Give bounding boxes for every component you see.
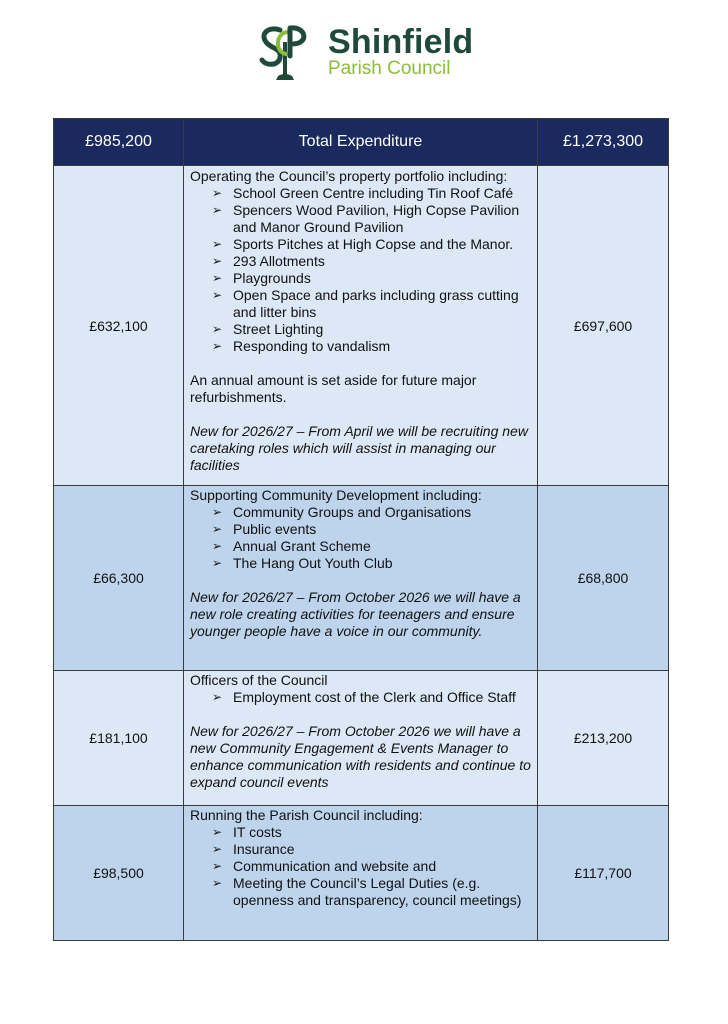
list-item: ➢ Public events xyxy=(212,521,317,537)
table-row xyxy=(54,806,669,941)
arrow-bullet-icon: ➢ xyxy=(212,339,223,353)
arrow-bullet-icon: ➢ xyxy=(212,539,223,553)
logo-name: Shinfield xyxy=(328,23,474,61)
list-item: ➢ Responding to vandalism xyxy=(212,338,391,354)
list-item: ➢ Street Lighting xyxy=(212,321,324,337)
row-right-amount: £697,600 xyxy=(538,166,669,486)
list-item: ➢ 293 Allotments xyxy=(212,253,325,269)
row-left-amount: £181,100 xyxy=(54,671,184,806)
row-right-amount: £117,700 xyxy=(538,806,669,941)
row-left-amount: £632,100 xyxy=(54,166,184,486)
logo-monogram-icon xyxy=(254,22,316,84)
arrow-bullet-icon: ➢ xyxy=(212,876,223,890)
arrow-bullet-icon: ➢ xyxy=(212,288,223,302)
expenditure-table xyxy=(53,118,669,941)
row-new-text: New for 2026/27 – From October 2026 we will have a new role creating activities for teenagers and ensure younger people have a voice in our community. xyxy=(190,589,521,639)
arrow-bullet-icon: ➢ xyxy=(212,237,223,251)
list-item: ➢ IT costs xyxy=(212,824,282,840)
row-note: An annual amount is set aside for future major refurbishments. xyxy=(190,372,477,405)
item-list xyxy=(190,689,531,706)
table-row xyxy=(54,671,669,806)
row-left-amount: £98,500 xyxy=(54,806,184,941)
arrow-bullet-icon: ➢ xyxy=(212,186,223,200)
arrow-bullet-icon: ➢ xyxy=(212,322,223,336)
arrow-bullet-icon: ➢ xyxy=(212,203,223,217)
row-right-amount: £213,200 xyxy=(538,671,669,806)
row-description xyxy=(184,671,538,806)
item-list xyxy=(190,185,531,355)
council-logo xyxy=(254,22,484,86)
list-item: ➢ Community Groups and Organisations xyxy=(212,504,472,520)
row-intro: Operating the Council’s property portfolio including: xyxy=(190,168,508,184)
header-title: Total Expenditure xyxy=(184,119,538,166)
list-item: ➢ Meeting the Council’s Legal Duties (e.g. openness and transparency, council meetings) xyxy=(212,875,522,908)
header-left-total: £985,200 xyxy=(54,119,184,166)
row-intro: Supporting Community Development including: xyxy=(190,487,482,503)
list-item: ➢ School Green Centre including Tin Roof Café xyxy=(212,185,514,201)
row-description xyxy=(184,166,538,486)
arrow-bullet-icon: ➢ xyxy=(212,825,223,839)
table-header-row xyxy=(54,119,669,166)
list-item: ➢ Open Space and parks including grass cutting and litter bins xyxy=(212,287,519,320)
list-item: ➢ Sports Pitches at High Copse and the Manor. xyxy=(212,236,514,252)
list-item: ➢ Annual Grant Scheme xyxy=(212,538,371,554)
arrow-bullet-icon: ➢ xyxy=(212,505,223,519)
list-item: ➢ Spencers Wood Pavilion, High Copse Pavilion and Manor Ground Pavilion xyxy=(212,202,520,235)
list-item: ➢ Communication and website and xyxy=(212,858,437,874)
item-list xyxy=(190,504,531,572)
arrow-bullet-icon: ➢ xyxy=(212,690,223,704)
list-item: ➢ The Hang Out Youth Club xyxy=(212,555,393,571)
row-intro: Officers of the Council xyxy=(190,672,328,688)
list-item: ➢ Playgrounds xyxy=(212,270,311,286)
table-row xyxy=(54,486,669,671)
row-left-amount: £66,300 xyxy=(54,486,184,671)
table-row xyxy=(54,166,669,486)
arrow-bullet-icon: ➢ xyxy=(212,842,223,856)
row-new-text: New for 2026/27 – From October 2026 we will have a new Community Engagement & Events Manager to enhance communication with residents and continue to expand council events xyxy=(190,723,531,790)
arrow-bullet-icon: ➢ xyxy=(212,859,223,873)
row-intro: Running the Parish Council including: xyxy=(190,807,423,823)
row-description xyxy=(184,486,538,671)
item-list xyxy=(190,824,531,909)
arrow-bullet-icon: ➢ xyxy=(212,556,223,570)
row-description xyxy=(184,806,538,941)
arrow-bullet-icon: ➢ xyxy=(212,254,223,268)
logo-subtitle: Parish Council xyxy=(328,58,451,79)
arrow-bullet-icon: ➢ xyxy=(212,522,223,536)
list-item: ➢ Insurance xyxy=(212,841,295,857)
header-right-total: £1,273,300 xyxy=(538,119,669,166)
row-new-text: New for 2026/27 – From April we will be recruiting new caretaking roles which will assist in managing our facilities xyxy=(190,423,528,473)
arrow-bullet-icon: ➢ xyxy=(212,271,223,285)
row-right-amount: £68,800 xyxy=(538,486,669,671)
list-item: ➢ Employment cost of the Clerk and Office Staff xyxy=(212,689,516,705)
